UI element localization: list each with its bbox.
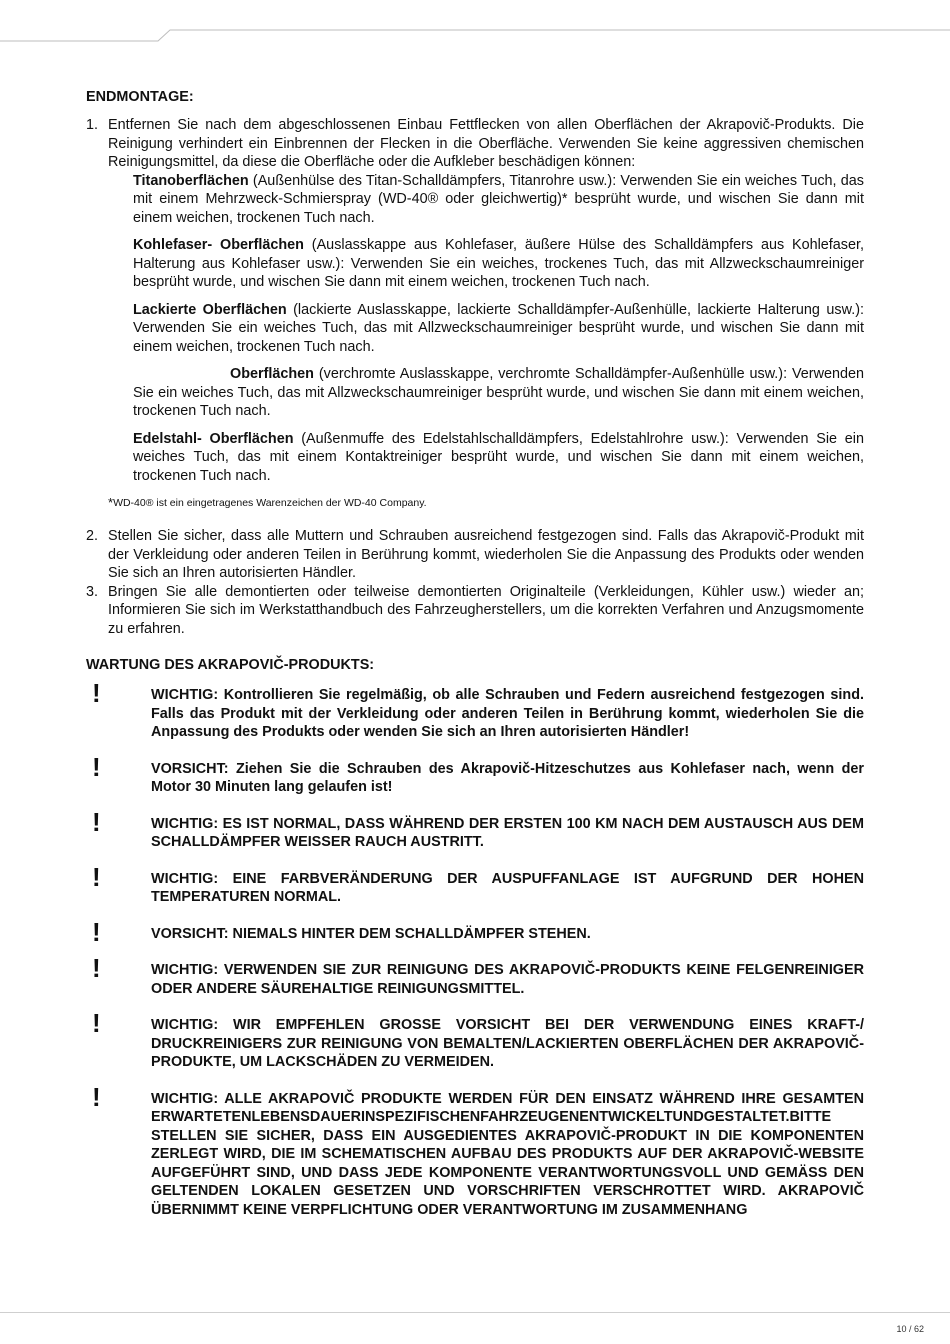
section-heading-wartung: WARTUNG DES AKRAPOVIČ-PRODUKTS: bbox=[86, 657, 375, 673]
footnote-star: * bbox=[108, 495, 114, 510]
surface-text: (Außenhülse des Titan-Schalldämpfers, Titanrohre usw.): Verwenden Sie ein weiches Tuch, das mit einem Mehrzweck-Schmierspray (WD-40® oder gleichwertig)* besprüht wurde, und wischen Sie dann mit einem weichen, trockenen Tuch nach. bbox=[133, 172, 864, 226]
list-item-text: Bringen Sie alle demontierten oder teilweise demontierten Originalteile (Verkleidungen, Kühler usw.) wieder an; Informieren Sie sich im Werkstatthandbuch des Fahrzeugherstellers, um die korrekten Verfahren und Anzugsmomente zu erfahren. bbox=[108, 583, 864, 637]
warning-text: WICHTIG: VERWENDEN SIE ZUR REINIGUNG DES AKRAPOVIČ-PRODUKTS KEINE FELGENREINIGER ODER ANDERE SÄUREHALTIGE REINIGUNGSMITTEL. bbox=[151, 962, 864, 997]
surface-title: Lackierte Oberflächen bbox=[133, 301, 287, 318]
warning-text: WICHTIG: ES IST NORMAL, DASS WÄHREND DER ERSTEN 100 KM NACH DEM AUSTAUSCH AUS DEM SCHALLDÄMPFER WEISSER RAUCH AUSTRITT. bbox=[151, 815, 864, 850]
warning-text: WICHTIG: WIR EMPFEHLEN GROSSE VORSICHT BEI DER VERWENDUNG EINES KRAFT-/ DRUCKREINIGERS ZUR REINIGUNG VON BEMALTEN/LACKIERTEN OBERFLÄCHEN DER AKRAPOVIČ-PRODUKTE, UM LACKSCHÄDEN ZU VERMEIDEN. bbox=[151, 1017, 864, 1070]
surface-titan bbox=[133, 172, 864, 228]
surface-chrome bbox=[133, 365, 864, 421]
page-content bbox=[86, 88, 864, 1219]
exclamation-icon: ! bbox=[92, 751, 101, 782]
warning-7 bbox=[86, 1008, 864, 1072]
page-number: 10 / 62 bbox=[896, 1324, 924, 1334]
footnote-text: WD-40® ist ein eingetragenes Warenzeichen der WD-40 Company. bbox=[113, 497, 427, 509]
warning-2 bbox=[86, 751, 864, 797]
section-heading-endmontage: ENDMONTAGE: bbox=[86, 89, 194, 105]
warning-text: WICHTIG: EINE FARBVERÄNDERUNG DER AUSPUFFANLAGE IST AUFGRUND DER HOHEN TEMPERATUREN NORMAL. bbox=[151, 870, 864, 905]
exclamation-icon: ! bbox=[92, 806, 101, 837]
footer-rule bbox=[0, 1312, 950, 1313]
exclamation-icon: ! bbox=[92, 953, 101, 983]
exclamation-icon: ! bbox=[92, 1008, 101, 1038]
surface-text: (verchromte Auslasskappe, verchromte Schalldämpfer-Außenhülle usw.): Verwenden Sie ein weiches Tuch, das mit Allzweckschaumreiniger besprüht wurde, und wischen Sie dann mit einem weichen, trockenen Tuch nach. bbox=[133, 366, 864, 419]
warning-8 bbox=[86, 1081, 864, 1220]
warning-text: WICHTIG: Kontrollieren Sie regelmäßig, ob alle Schrauben und Federn ausreichend festgezogen sind. Falls das Produkt mit der Verkleidung oder anderen Teilen in Berührung kommt, wiederholen Sie die Anpassung des Produkts oder wenden Sie sich an Ihren autorisierten Händler! bbox=[151, 687, 864, 740]
surface-title: Edelstahl- Oberflächen bbox=[133, 430, 294, 447]
list-item-2 bbox=[86, 527, 864, 583]
list-item-1 bbox=[86, 116, 864, 172]
list-item-3 bbox=[86, 583, 864, 639]
warning-5 bbox=[86, 916, 864, 947]
header-rule bbox=[0, 0, 950, 50]
list-number: 2. bbox=[86, 528, 99, 544]
surface-stainless bbox=[133, 430, 864, 486]
list-item-text: Entfernen Sie nach dem abgeschlossenen Einbau Fettflecken von allen Oberflächen der Akrapovič-Produkts. Die Reinigung verhindert ein Einbrennen der Flecken in die Oberfläche. Verwenden Sie keine aggressiven chemischen Reinigungsmittel, da diese die Oberfläche oder die Aufkleber beschädigen können: bbox=[108, 117, 864, 170]
surface-title: Oberflächen bbox=[230, 366, 314, 382]
list-number: 3. bbox=[86, 583, 99, 600]
exclamation-icon: ! bbox=[92, 1081, 101, 1112]
surface-carbon bbox=[133, 236, 864, 292]
surface-title: Titanoberflächen bbox=[133, 172, 249, 189]
list-item-text: Stellen Sie sicher, dass alle Muttern und Schrauben ausreichend festgezogen sind. Falls das Akrapovič-Produkt mit der Verkleidung oder anderen Teilen in Berührung kommt, wiederholen Sie die Anpassung des Produkts oder wenden Sie sich an Ihren autorisierten Händler. bbox=[108, 528, 864, 581]
exclamation-icon: ! bbox=[92, 861, 101, 892]
warning-text: VORSICHT: NIEMALS HINTER DEM SCHALLDÄMPFER STEHEN. bbox=[151, 925, 591, 942]
exclamation-icon: ! bbox=[92, 916, 101, 947]
warning-1 bbox=[86, 678, 864, 742]
warning-6 bbox=[86, 953, 864, 998]
warning-3 bbox=[86, 806, 864, 852]
surface-text: (Außenmuffe des Edelstahlschalldämpfers, Edelstahlrohre usw.): Verwenden Sie ein weiches Tuch, das mit einem Kontaktreiniger besprüht wurde, und wischen Sie dann mit einem weichen, trockenen Tuch nach. bbox=[133, 430, 864, 484]
warning-4 bbox=[86, 861, 864, 907]
surface-text: (Auslasskappe aus Kohlefaser, äußere Hülse des Schalldämpfers aus Kohlefaser, Halterung aus Kohlefaser usw.): Verwenden Sie ein weiches, trockenes Tuch, das mit Allzweckschaumreiniger besprüht wurde, und wischen Sie dann mit einem weichen, trockenen Tuch nach. bbox=[133, 237, 864, 290]
footnote bbox=[108, 496, 864, 510]
surface-title: Kohlefaser- Oberflächen bbox=[133, 237, 304, 253]
surface-text: (lackierte Auslasskappe, lackierte Schalldämpfer-Außenhülle, lackierte Halterung usw.): Verwenden Sie ein weiches Tuch, das mit Allzweckschaumreiniger besprüht wurde, und wischen Sie dann mit einem weichen, trockenen Tuch nach. bbox=[133, 301, 864, 355]
warning-text: VORSICHT: Ziehen Sie die Schrauben des Akrapovič-Hitzeschutzes aus Kohlefaser nach, wenn der Motor 30 Minuten lang gelaufen ist! bbox=[151, 760, 864, 795]
warning-text: WICHTIG: ALLE AKRAPOVIČ PRODUKTE WERDEN FÜR DEN EINSATZ WÄHREND IHRE GESAMTEN ERWARTETENLEBENSDAUERINSPEZIFISCHENFAHRZEUGENENTWICKELTUNDGESTALTET.BITTE STELLEN SIE SICHER, DASS EIN AUSGEDIENTES AKRAPOVIČ-PRODUKT IN DIE KOMPONENTEN ZERLEGT WIRD, DIE IM SCHEMATISCHEN AUFBAU DES PRODUKTS AUF DER AKRAPOVIČ-WEBSITE AUFGEFÜHRT SIND, UND DASS JEDE KOMPONENTE VERANTWORTUNGSVOLL UND GEMÄSS DEN GELTENDEN LOKALEN GESETZEN UND VORSCHRIFTEN VERSCHROTTET WIRD. AKRAPOVIČ ÜBERNIMMT KEINE VERPFLICHTUNG ODER VERANTWORTUNG IM ZUSAMMENHANG bbox=[151, 1090, 864, 1218]
surface-painted bbox=[133, 301, 864, 357]
exclamation-icon: ! bbox=[92, 678, 101, 708]
list-number: 1. bbox=[86, 117, 99, 133]
